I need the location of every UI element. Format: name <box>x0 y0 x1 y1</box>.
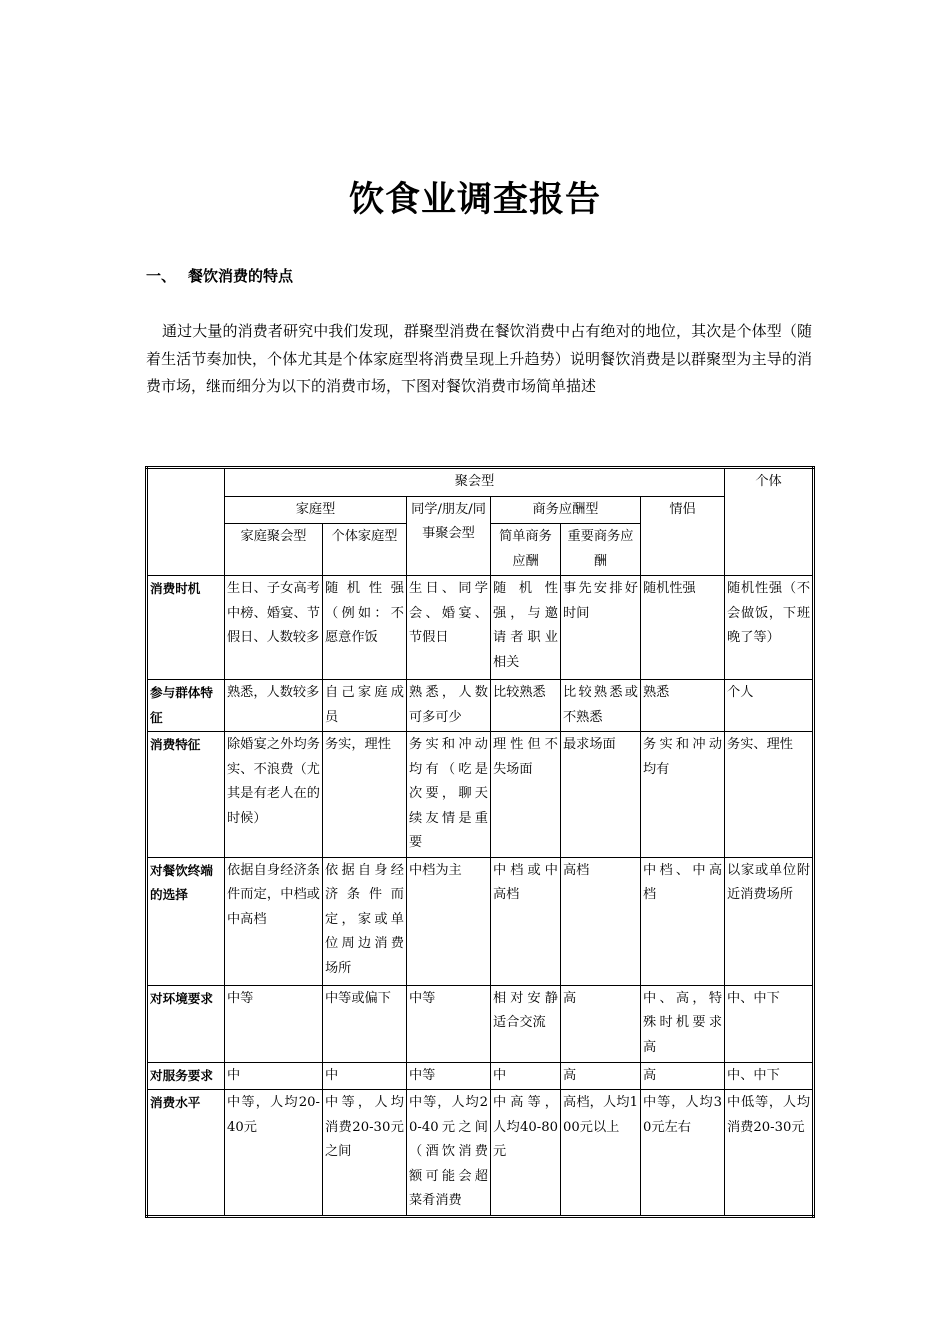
table-cell: 依据自身经济条件而定，中档或中高档 <box>225 857 323 985</box>
table-cell: 除婚宴之外均务实、不浪费（尤其是有老人在的时候） <box>225 732 323 858</box>
row-label: 消费特征 <box>147 732 225 858</box>
table-cell: 生日、子女高考中榜、婚宴、节假日、人数较多 <box>225 576 323 680</box>
table-cell: 中档为主 <box>407 857 491 985</box>
table-cell: 比较熟悉 <box>491 680 561 732</box>
table-row <box>147 857 814 985</box>
document-title: 饮食业调查报告 <box>348 180 601 220</box>
table-cell: 高档，人均100元以上 <box>561 1090 641 1217</box>
row-label: 消费时机 <box>147 576 225 680</box>
table-cell: 熟悉，人数可多可少 <box>407 680 491 732</box>
table-cell: 务实、理性 <box>725 732 814 858</box>
section-number: 一、 <box>146 267 177 285</box>
table-row <box>147 1090 814 1217</box>
table-cell: 中档或中高档 <box>491 857 561 985</box>
table-cell: 中等，人均20-40元 <box>225 1090 323 1217</box>
table-cell: 高 <box>641 1062 725 1090</box>
couple-header: 情侣 <box>641 496 725 576</box>
market-table <box>145 466 815 1218</box>
table-cell: 中等，人均20-40元之间（酒饮消费额可能会超菜肴消费 <box>407 1090 491 1217</box>
table-cell: 中、中下 <box>725 985 814 1062</box>
table-row <box>147 732 814 858</box>
table-cell: 相对安静适合交流 <box>491 985 561 1062</box>
individual-header: 个体 <box>725 468 814 576</box>
table-cell: 比较熟悉或不熟悉 <box>561 680 641 732</box>
section-heading <box>146 265 293 286</box>
table-cell: 中、中下 <box>725 1062 814 1090</box>
table-cell: 随机性强（例如：不愿意作饭 <box>323 576 407 680</box>
table-cell: 随机性强，与邀请者职业相关 <box>491 576 561 680</box>
group-header: 聚会型 <box>225 468 725 497</box>
table-cell: 最求场面 <box>561 732 641 858</box>
table-row <box>147 680 814 732</box>
table-row <box>147 985 814 1062</box>
table-cell: 中档、中高档 <box>641 857 725 985</box>
row-label: 参与群体特征 <box>147 680 225 732</box>
table-cell: 中低等，人均消费20-30元 <box>725 1090 814 1217</box>
table-cell: 中等或偏下 <box>323 985 407 1062</box>
table-cell: 中等，人均消费20-30元之间 <box>323 1090 407 1217</box>
section-title: 餐饮消费的特点 <box>188 267 294 285</box>
table-cell: 务实和冲动均有（吃是次要，聊天续友情是重要 <box>407 732 491 858</box>
classmates-header: 同学/朋友/同事聚会型 <box>407 496 491 576</box>
table-cell: 务实，理性 <box>323 732 407 858</box>
table-cell: 中等，人均30元左右 <box>641 1090 725 1217</box>
table-cell: 中 <box>491 1062 561 1090</box>
family-gathering-header: 家庭聚会型 <box>225 524 323 576</box>
table-cell: 中高等，人均40-80元 <box>491 1090 561 1217</box>
table-cell: 随机性强 <box>641 576 725 680</box>
row-label: 对服务要求 <box>147 1062 225 1090</box>
row-label: 对环境要求 <box>147 985 225 1062</box>
row-label: 对餐饮终端的选择 <box>147 857 225 985</box>
table-cell: 生日、同学会、婚宴、节假日 <box>407 576 491 680</box>
table-row <box>147 576 814 680</box>
table-cell: 高 <box>561 1062 641 1090</box>
table-cell: 个人 <box>725 680 814 732</box>
table-cell: 务实和冲动均有 <box>641 732 725 858</box>
table-cell: 随机性强（不会做饭，下班晚了等） <box>725 576 814 680</box>
business-header: 商务应酬型 <box>491 496 641 524</box>
table-cell: 理性但不失场面 <box>491 732 561 858</box>
table-cell: 熟悉 <box>641 680 725 732</box>
table-cell: 高 <box>561 985 641 1062</box>
simple-business-header: 简单商务应酬 <box>491 524 561 576</box>
table-cell: 高档 <box>561 857 641 985</box>
table-cell: 以家或单位附近消费场所 <box>725 857 814 985</box>
table-cell: 中 <box>323 1062 407 1090</box>
family-header: 家庭型 <box>225 496 407 524</box>
table-cell: 中等 <box>407 1062 491 1090</box>
table-row <box>147 1062 814 1090</box>
table-cell: 中等 <box>225 985 323 1062</box>
table-cell: 中等 <box>407 985 491 1062</box>
table-cell: 自己家庭成员 <box>323 680 407 732</box>
table-cell: 熟悉，人数较多 <box>225 680 323 732</box>
table-cell: 中、高，特殊时机要求高 <box>641 985 725 1062</box>
table-cell: 中 <box>225 1062 323 1090</box>
individual-family-header: 个体家庭型 <box>323 524 407 576</box>
intro-paragraph: 通过大量的消费者研究中我们发现，群聚型消费在餐饮消费中占有绝对的地位，其次是个体型（随着生活节奏加快，个体尤其是个体家庭型将消费呈现上升趋势）说明餐饮消费是以群聚型为主导的消费市场，继而细分为以下的消费市场，下图对餐饮消费市场简单描述 <box>146 322 812 395</box>
table-cell: 依据自身经济条件而定，家或单位周边消费场所 <box>323 857 407 985</box>
table-cell: 事先安排好时间 <box>561 576 641 680</box>
corner-cell <box>147 468 225 576</box>
important-business-header: 重要商务应酬 <box>561 524 641 576</box>
row-label: 消费水平 <box>147 1090 225 1217</box>
